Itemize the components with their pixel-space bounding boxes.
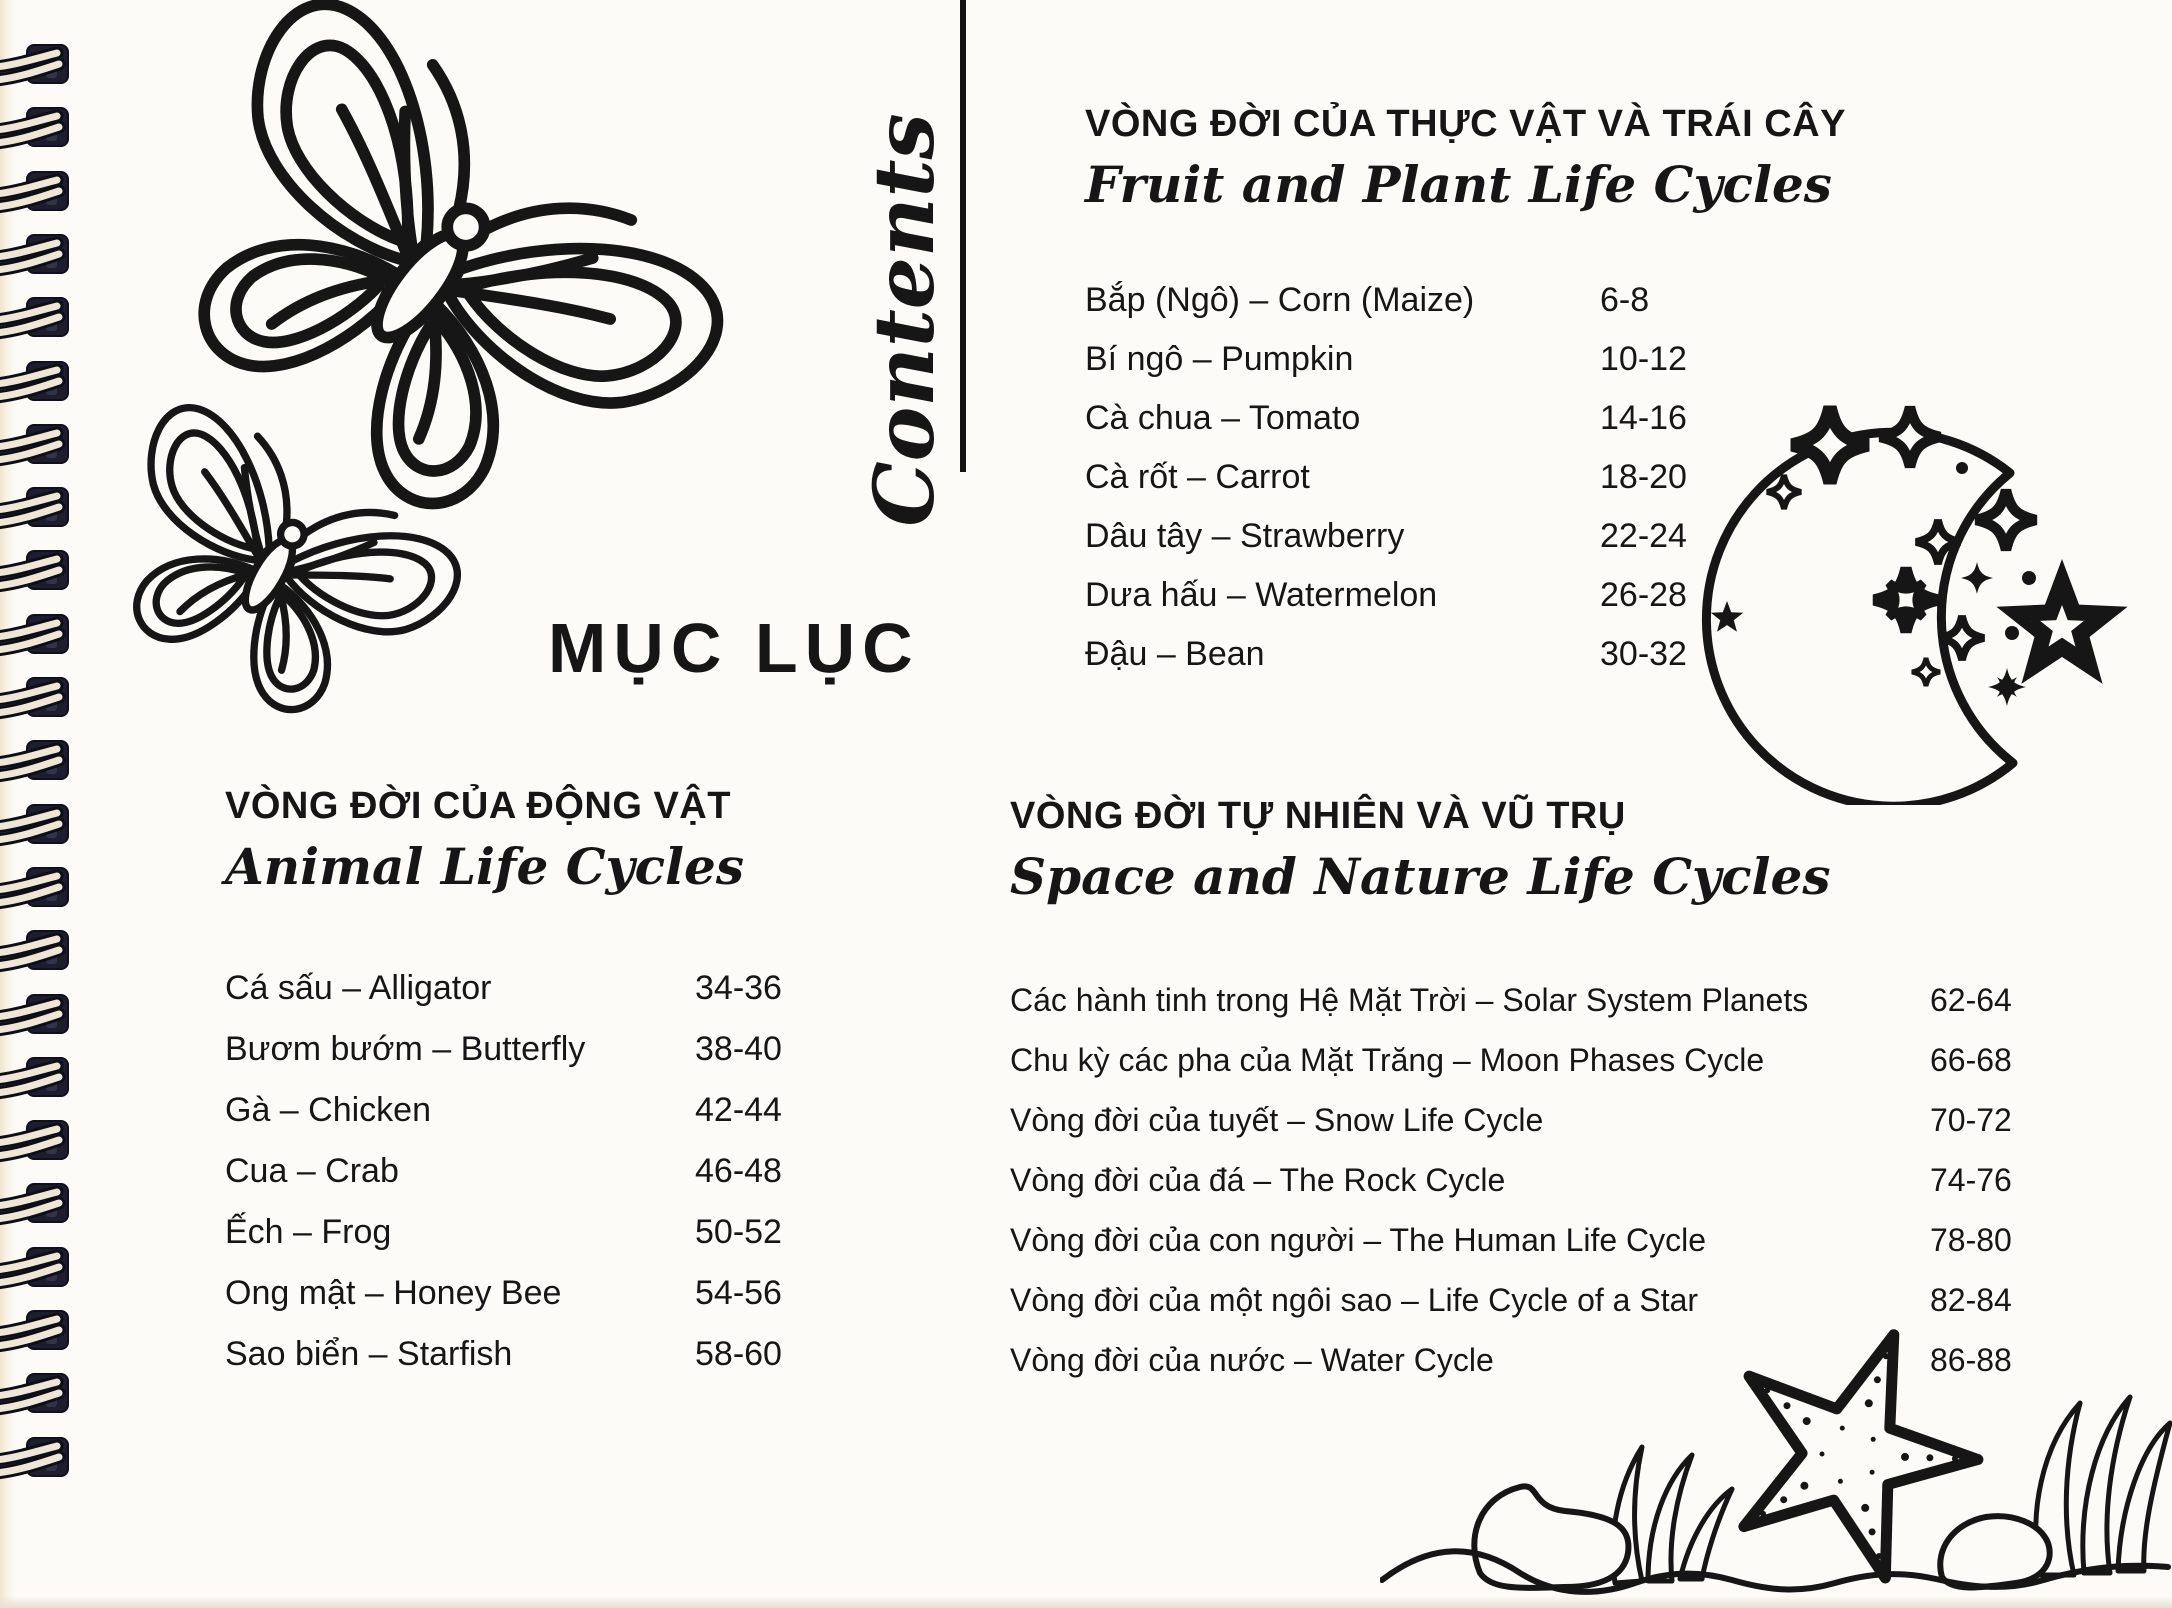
section-title-en: Animal Life Cycles [225,837,744,896]
toc-item-label: Cá sấu – Alligator [225,969,492,1007]
toc-item-pages: 70-72 [1930,1102,2012,1138]
spiral-ring-icon [0,1055,74,1101]
toc-item-pages: 26-28 [1600,576,1687,614]
toc-item-label: Đậu – Bean [1085,635,1265,673]
page-bottom-edge [0,1596,2172,1608]
spiral-ring-icon [0,612,74,658]
spiral-ring-icon [0,865,74,911]
toc-item-label: Vòng đời của một ngôi sao – Life Cycle of a Star [1010,1282,1699,1318]
section-title-vi: VÒNG ĐỜI TỰ NHIÊN VÀ VŨ TRỤ [1010,795,1626,837]
toc-item-label: Bắp (Ngô) – Corn (Maize) [1085,281,1475,319]
toc-item-pages: 30-32 [1600,635,1687,673]
toc-item-label: Bươm bướm – Butterfly [225,1030,586,1068]
toc-item-pages: 34-36 [695,969,782,1007]
spiral-ring-icon [0,1118,74,1164]
toc-item-pages: 38-40 [695,1030,782,1068]
spiral-ring-icon [0,675,74,721]
section-title-en: Space and Nature Life Cycles [1010,847,1831,906]
toc-item-pages: 54-56 [695,1274,782,1312]
spiral-ring-icon [0,232,74,278]
section-space-nature [1010,795,2012,1378]
crescent-moon-icon [1706,432,2013,805]
spiral-ring-icon [0,992,74,1038]
toc-item-pages: 58-60 [695,1335,782,1373]
toc-item-label: Dưa hấu – Watermelon [1085,576,1438,614]
spiral-ring-icon [0,485,74,531]
section-title-en: Fruit and Plant Life Cycles [1085,155,1832,214]
spiral-ring-icon [0,1371,74,1417]
spiral-ring-icon [0,105,74,151]
section-title-vi: VÒNG ĐỜI CỦA THỰC VẬT VÀ TRÁI CÂY [1085,103,1846,145]
toc-item-label: Sao biển – Starfish [225,1335,513,1373]
toc-item-label: Ong mật – Honey Bee [225,1274,562,1312]
page-title-en: Contents [857,113,953,527]
toc-item-label: Vòng đời của con người – The Human Life Cycle [1010,1222,1707,1258]
spiral-ring-icon [0,738,74,784]
toc-item-label: Ếch – Frog [225,1213,392,1251]
spiral-ring-icon [0,1435,74,1481]
toc-item-label: Vòng đời của đá – The Rock Cycle [1010,1162,1506,1198]
vertical-divider [960,0,966,472]
toc-item-pages: 82-84 [1930,1282,2012,1318]
toc-item-label: Cà rốt – Carrot [1085,458,1310,496]
toc-item-pages: 74-76 [1930,1162,2012,1198]
toc-item-label: Vòng đời của nước – Water Cycle [1010,1342,1494,1378]
toc-item-pages: 50-52 [695,1213,782,1251]
spiral-ring-icon [0,422,74,468]
toc-item-label: Cua – Crab [225,1152,399,1190]
toc-item-label: Bí ngô – Pumpkin [1085,340,1354,378]
toc-item-pages: 86-88 [1930,1342,2012,1378]
toc-item-pages: 10-12 [1600,340,1687,378]
toc-item-label: Chu kỳ các pha của Mặt Trăng – Moon Phases Cycle [1010,1042,1765,1078]
spiral-ring-icon [0,1245,74,1291]
spiral-ring-icon [0,548,74,594]
toc-item-pages: 42-44 [695,1091,782,1129]
spiral-ring-icon [0,359,74,405]
rock-icon [1474,1486,1628,1587]
spiral-ring-icon [0,42,74,88]
toc-item-pages: 66-68 [1930,1042,2012,1078]
toc-item-label: Các hành tinh trong Hệ Mặt Trời – Solar System Planets [1010,982,1809,1018]
spiral-ring-icon [0,295,74,341]
toc-item-label: Cà chua – Tomato [1085,399,1361,437]
section-title-vi: VÒNG ĐỜI CỦA ĐỘNG VẬT [225,785,731,827]
toc-item-pages: 6-8 [1600,281,1650,319]
toc-item-label: Dâu tây – Strawberry [1085,517,1405,555]
spiral-ring-icon [0,169,74,215]
spiral-ring-icon [0,1308,74,1354]
toc-item-pages: 14-16 [1600,399,1687,437]
toc-item-label: Vòng đời của tuyết – Snow Life Cycle [1010,1102,1544,1138]
section-fruit-plant [1085,103,1846,673]
spiral-ring-icon [0,802,74,848]
toc-item-pages: 46-48 [695,1152,782,1190]
toc-item-pages: 22-24 [1600,517,1687,555]
toc-item-pages: 62-64 [1930,982,2012,1018]
toc-item-pages: 18-20 [1600,458,1687,496]
toc-item-label: Gà – Chicken [225,1091,431,1129]
moon-and-stars-illustration [1695,375,2140,805]
toc-item-pages: 78-80 [1930,1222,2012,1258]
spiral-ring-icon [0,1181,74,1227]
spiral-ring-icon [0,928,74,974]
section-animal [225,785,782,1373]
page-title-vi: MỤC LỤC [548,609,920,687]
